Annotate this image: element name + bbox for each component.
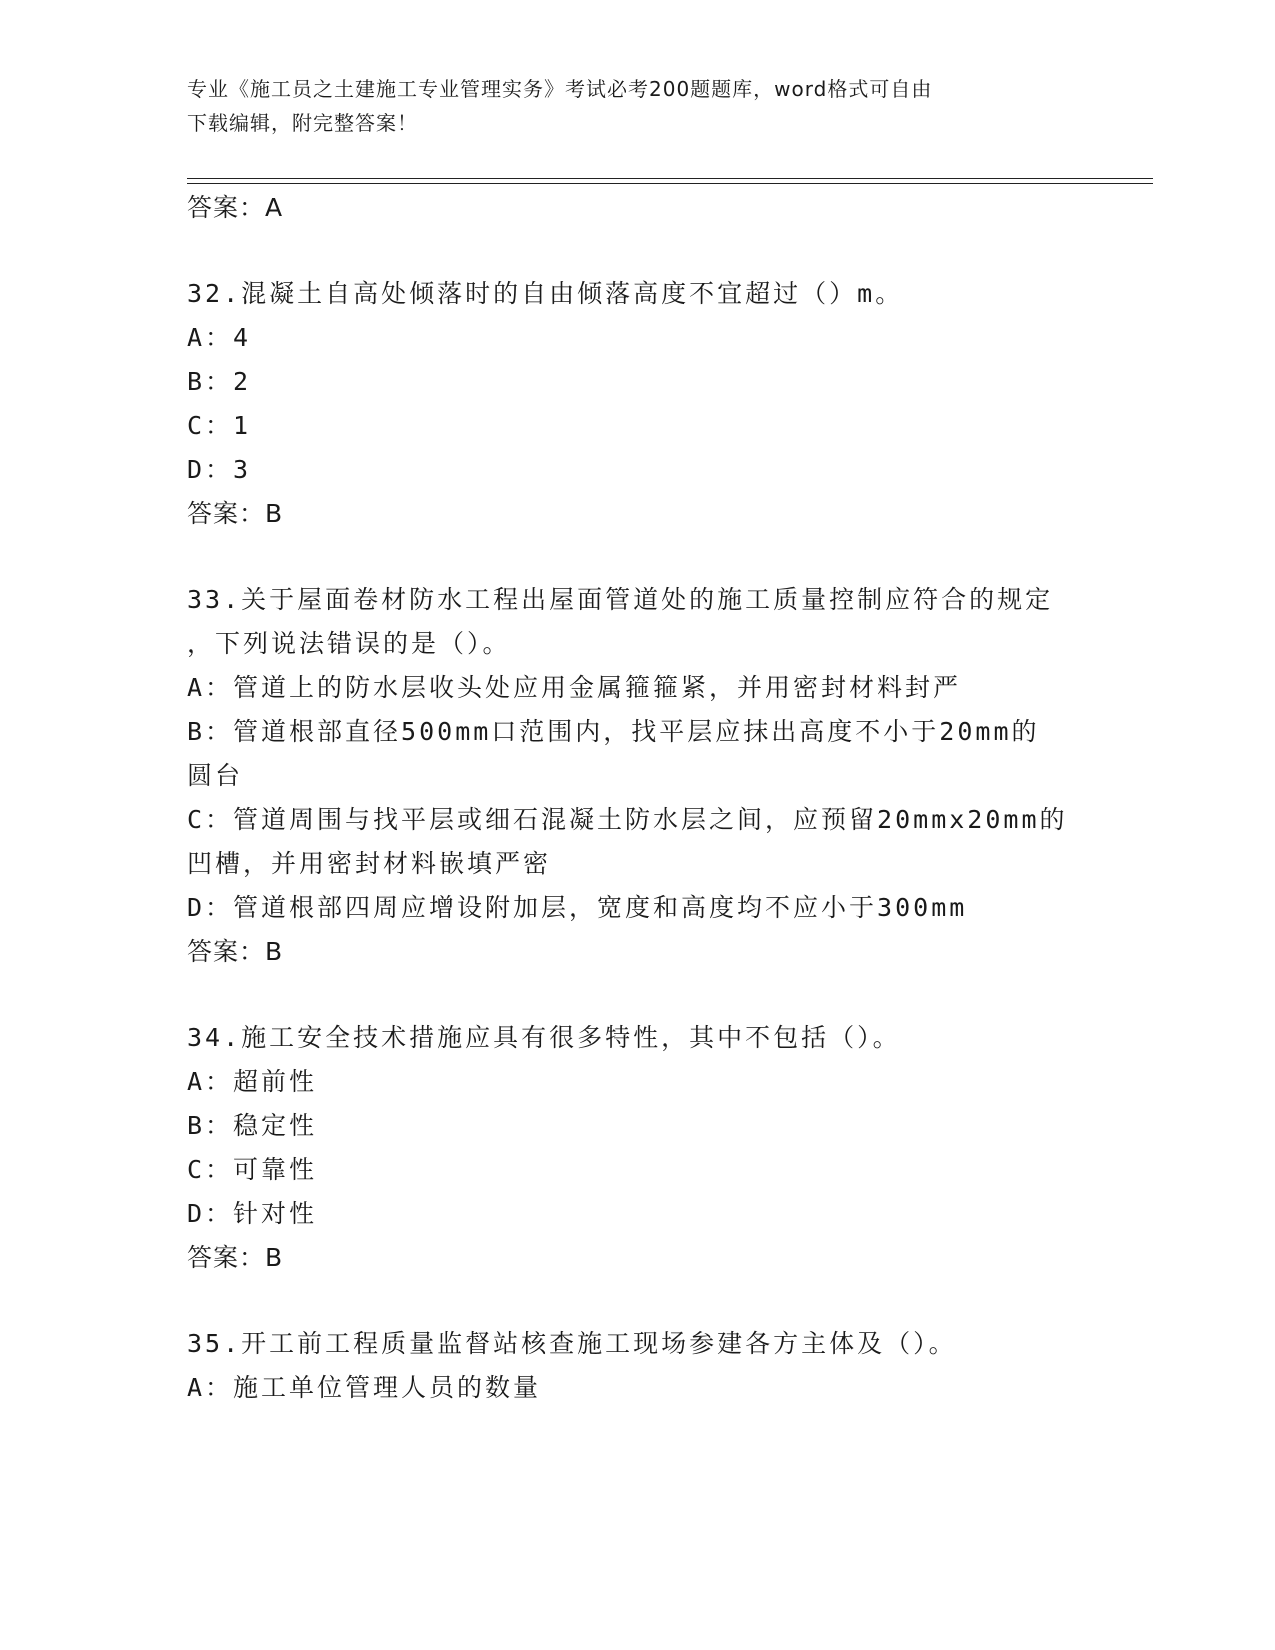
- question-33-option-b-line-1: B：管道根部直径500mm口范围内，找平层应抹出高度不小于20mm的: [187, 717, 1040, 746]
- question-34-option-b: B：稳定性: [187, 1111, 318, 1140]
- question-33-answer: 答案：B: [187, 937, 284, 966]
- question-33-option-a: A：管道上的防水层收头处应用金属箍箍紧，并用密封材料封严: [187, 673, 962, 702]
- question-32-text: 32.混凝土自高处倾落时的自由倾落高度不宜超过（）m。: [187, 279, 904, 308]
- header-divider: [187, 178, 1153, 184]
- question-34-text: 34.施工安全技术措施应具有很多特性，其中不包括（）。: [187, 1023, 901, 1052]
- question-34-option-d: D：针对性: [187, 1199, 318, 1228]
- question-33-option-d: D：管道根部四周应增设附加层，宽度和高度均不应小于300mm: [187, 893, 968, 922]
- question-33-text-line-2: ，下列说法错误的是（）。: [187, 629, 511, 658]
- question-34-option-c: C：可靠性: [187, 1155, 318, 1184]
- question-35-text: 35.开工前工程质量监督站核查施工现场参建各方主体及（）。: [187, 1329, 957, 1358]
- question-33-text-line-1: 33.关于屋面卷材防水工程出屋面管道处的施工质量控制应符合的规定: [187, 585, 1054, 614]
- document-header: [187, 72, 1067, 140]
- question-33-option-c-line-2: 凹槽，并用密封材料嵌填严密: [187, 849, 552, 878]
- question-32-option-d: D：3: [187, 455, 252, 484]
- question-32-answer: 答案：B: [187, 499, 284, 528]
- question-32-option-a: A：4: [187, 323, 252, 352]
- question-33-option-b-line-2: 圆台: [187, 761, 244, 790]
- question-35-option-a: A：施工单位管理人员的数量: [187, 1373, 542, 1402]
- question-32-option-c: C：1: [187, 411, 252, 440]
- question-33-option-c-line-1: C：管道周围与找平层或细石混凝土防水层之间，应预留20mmx20mm的: [187, 805, 1068, 834]
- question-34-answer: 答案：B: [187, 1243, 284, 1272]
- header-title-line-2: 下载编辑，附完整答案！: [187, 111, 418, 135]
- question-32-option-b: B：2: [187, 367, 252, 396]
- header-title-line-1: 专业《施工员之土建施工专业管理实务》考试必考200题题库，word格式可自由: [187, 77, 933, 101]
- previous-answer: 答案：A: [187, 193, 284, 222]
- question-34-option-a: A：超前性: [187, 1067, 318, 1096]
